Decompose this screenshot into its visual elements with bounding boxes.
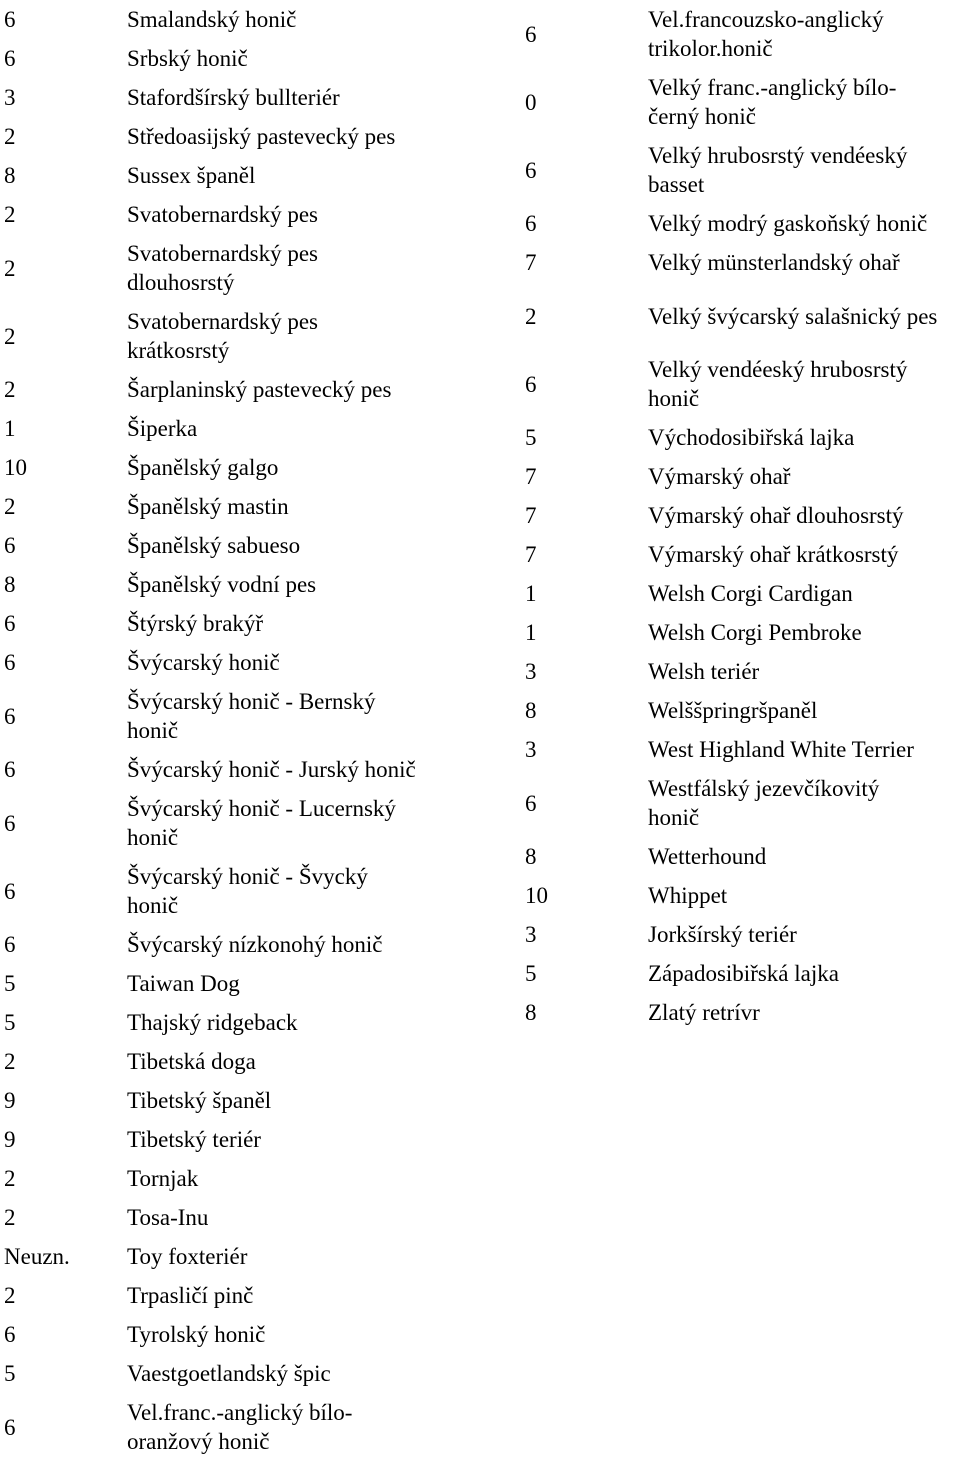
table-row <box>0 750 508 789</box>
breed-name: Švýcarský honič - Švycký honič <box>127 864 368 918</box>
table-row <box>0 604 508 643</box>
row-number: 6 <box>525 21 537 47</box>
row-number: 9 <box>4 1127 16 1152</box>
row-number: 1 <box>525 620 537 645</box>
table-row <box>0 682 508 750</box>
table-row <box>0 234 508 302</box>
row-number: 6 <box>4 757 16 782</box>
table-row <box>0 1081 508 1120</box>
row-number: 10 <box>4 455 27 480</box>
breed-name: Vel.franc.-anglický bílo-oranžový honič <box>127 1400 353 1454</box>
breed-name: Středoasijský pastevecký pes <box>127 124 396 149</box>
table-row <box>0 78 508 117</box>
table-row <box>0 1276 508 1315</box>
breed-name: Tyrolský honič <box>127 1322 266 1347</box>
row-number: 2 <box>4 1049 16 1074</box>
breed-name: Welsh Corgi Cardigan <box>648 581 853 606</box>
row-number: 7 <box>525 542 537 567</box>
row-number: 6 <box>4 611 16 636</box>
table-row <box>0 370 508 409</box>
row-number: 6 <box>525 211 537 236</box>
row-number: 7 <box>525 250 537 275</box>
table-row <box>508 915 960 954</box>
table-row <box>0 1315 508 1354</box>
breed-name: Švýcarský nízkonohý honič <box>127 932 383 957</box>
row-number: 8 <box>4 572 16 597</box>
breed-name: Trpasličí pinč <box>127 1283 254 1308</box>
breed-name: Jorkšírský teriér <box>648 922 797 947</box>
breed-name: Východosibiřská lajka <box>648 425 855 450</box>
right-column <box>508 0 960 1032</box>
breed-name: Vel.francouzsko-anglický trikolor.honič <box>648 7 884 61</box>
breed-name: Velký münsterlandský ohař <box>648 250 900 275</box>
row-number: 5 <box>525 961 537 986</box>
breed-name: Svatobernardský pes <box>127 202 318 227</box>
row-number: 6 <box>4 878 16 904</box>
table-row <box>508 837 960 876</box>
row-number: 2 <box>4 124 16 149</box>
breed-name: Srbský honič <box>127 46 248 71</box>
breed-name: Tibetská doga <box>127 1049 256 1074</box>
table-row <box>508 691 960 730</box>
table-row <box>508 652 960 691</box>
row-number: 3 <box>525 659 537 684</box>
breed-name: Španělský mastin <box>127 494 289 519</box>
breed-name: Šarplaninský pastevecký pes <box>127 377 392 402</box>
table-row <box>0 789 508 857</box>
row-number: 6 <box>4 932 16 957</box>
table-row <box>508 68 960 136</box>
table-row <box>508 496 960 535</box>
row-number: 7 <box>525 464 537 489</box>
row-number: 6 <box>4 1414 16 1440</box>
row-number: 8 <box>525 1000 537 1025</box>
row-number: 2 <box>4 1166 16 1191</box>
table-row <box>0 1393 508 1461</box>
table-row <box>0 964 508 1003</box>
table-row <box>0 925 508 964</box>
breed-name: Svatobernardský pes dlouhosrstý <box>127 241 318 295</box>
breed-name: Velký modrý gaskoňský honič <box>648 211 928 236</box>
table-row <box>0 156 508 195</box>
breed-name: Velký vendéeský hrubosrstý honič <box>648 357 908 411</box>
table-row <box>0 1003 508 1042</box>
breed-name: Smalandský honič <box>127 7 297 32</box>
row-number: 6 <box>4 1322 16 1347</box>
table-row <box>0 1237 508 1276</box>
breed-name: Švýcarský honič - Jurský honič <box>127 757 416 782</box>
table-row <box>508 730 960 769</box>
row-number: 7 <box>525 503 537 528</box>
table-row <box>508 204 960 243</box>
table-row <box>0 565 508 604</box>
breed-name: Španělský sabueso <box>127 533 301 558</box>
table-row <box>508 418 960 457</box>
row-number: 2 <box>525 303 537 329</box>
row-number: Neuzn. <box>4 1244 70 1269</box>
table-row <box>0 526 508 565</box>
row-number: 9 <box>4 1088 16 1113</box>
row-number: 2 <box>4 202 16 227</box>
table-row <box>0 409 508 448</box>
breed-name: Welššpringršpaněl <box>648 698 818 723</box>
breed-name: Toy foxteriér <box>127 1244 248 1269</box>
breed-name: West Highland White Terrier <box>648 737 914 762</box>
breed-name: Výmarský ohař <box>648 464 791 489</box>
breed-name: Švýcarský honič <box>127 650 280 675</box>
breed-name: Výmarský ohař dlouhosrstý <box>648 503 904 528</box>
table-row <box>0 1354 508 1393</box>
table-row <box>508 769 960 837</box>
table-row <box>0 302 508 370</box>
breed-name: Stafordšírský bullteriér <box>127 85 340 110</box>
breed-name: Španělský vodní pes <box>127 572 317 597</box>
breed-name: Švýcarský honič - Bernský honič <box>127 689 376 743</box>
row-number: 2 <box>4 494 16 519</box>
breed-name: Tosa-Inu <box>127 1205 209 1230</box>
row-number: 0 <box>525 89 537 115</box>
breed-name: Thajský ridgeback <box>127 1010 298 1035</box>
row-number: 2 <box>4 377 16 402</box>
breed-name: Výmarský ohař krátkosrstý <box>648 542 899 567</box>
table-row <box>508 350 960 418</box>
table-row <box>508 136 960 204</box>
breed-name: Zlatý retrívr <box>648 1000 760 1025</box>
table-row <box>0 643 508 682</box>
row-number: 8 <box>525 844 537 869</box>
table-row <box>508 993 960 1032</box>
breed-name: Velký švýcarský salašnický pes <box>648 303 938 329</box>
table-row <box>508 0 960 68</box>
row-number: 3 <box>525 922 537 947</box>
breed-name: Wetterhound <box>648 844 767 869</box>
row-number: 2 <box>4 1205 16 1230</box>
table-row <box>508 457 960 496</box>
table-row <box>508 954 960 993</box>
row-number: 5 <box>525 425 537 450</box>
row-number: 5 <box>4 1010 16 1035</box>
breed-name: Švýcarský honič - Lucernský honič <box>127 796 396 850</box>
breed-name: Taiwan Dog <box>127 971 240 996</box>
breed-name: Tibetský teriér <box>127 1127 261 1152</box>
row-number: 2 <box>4 1283 16 1308</box>
table-row <box>0 39 508 78</box>
table-row <box>508 535 960 574</box>
table-row <box>0 487 508 526</box>
table-row <box>0 1198 508 1237</box>
row-number: 8 <box>525 698 537 723</box>
breed-name: Západosibiřská lajka <box>648 961 839 986</box>
table-row <box>508 613 960 652</box>
row-number: 2 <box>4 255 16 281</box>
table-row <box>508 282 960 350</box>
table-row <box>508 574 960 613</box>
row-number: 8 <box>4 163 16 188</box>
breed-name: Sussex španěl <box>127 163 256 188</box>
breed-name: Velký franc.-anglický bílo-černý honič <box>648 75 897 129</box>
breed-name: Šiperka <box>127 416 198 441</box>
breed-name: Španělský galgo <box>127 455 279 480</box>
table-row <box>508 876 960 915</box>
row-number: 5 <box>4 971 16 996</box>
row-number: 3 <box>4 85 16 110</box>
row-number: 3 <box>525 737 537 762</box>
table-row <box>0 1120 508 1159</box>
row-number: 5 <box>4 1361 16 1386</box>
breed-name: Tibetský španěl <box>127 1088 272 1113</box>
breed-name: Štýrský brakýř <box>127 611 264 636</box>
row-number: 2 <box>4 323 16 349</box>
row-number: 6 <box>525 157 537 183</box>
row-number: 6 <box>4 650 16 675</box>
row-number: 6 <box>4 7 16 32</box>
table-row <box>0 0 508 39</box>
breed-name: Svatobernardský pes krátkosrstý <box>127 309 318 363</box>
table-row <box>0 195 508 234</box>
breed-name: Whippet <box>648 883 728 908</box>
row-number: 6 <box>4 810 16 836</box>
table-row <box>0 1159 508 1198</box>
table-row <box>0 1042 508 1081</box>
row-number: 6 <box>525 790 537 816</box>
breed-name: Vaestgoetlandský špic <box>127 1361 331 1386</box>
row-number: 1 <box>525 581 537 606</box>
table-row <box>0 857 508 925</box>
row-number: 6 <box>4 533 16 558</box>
breed-name: Velký hrubosrstý vendéeský basset <box>648 143 908 197</box>
row-number: 6 <box>4 703 16 729</box>
breed-name: Tornjak <box>127 1166 199 1191</box>
table-row <box>0 448 508 487</box>
breed-name: Westfálský jezevčíkovitý honič <box>648 776 880 830</box>
breed-name: Welsh Corgi Pembroke <box>648 620 862 645</box>
row-number: 1 <box>4 416 16 441</box>
row-number: 10 <box>525 883 548 908</box>
row-number: 6 <box>525 371 537 397</box>
table-row <box>0 117 508 156</box>
breed-name: Welsh teriér <box>648 659 760 684</box>
row-number: 6 <box>4 46 16 71</box>
table-row <box>508 243 960 282</box>
